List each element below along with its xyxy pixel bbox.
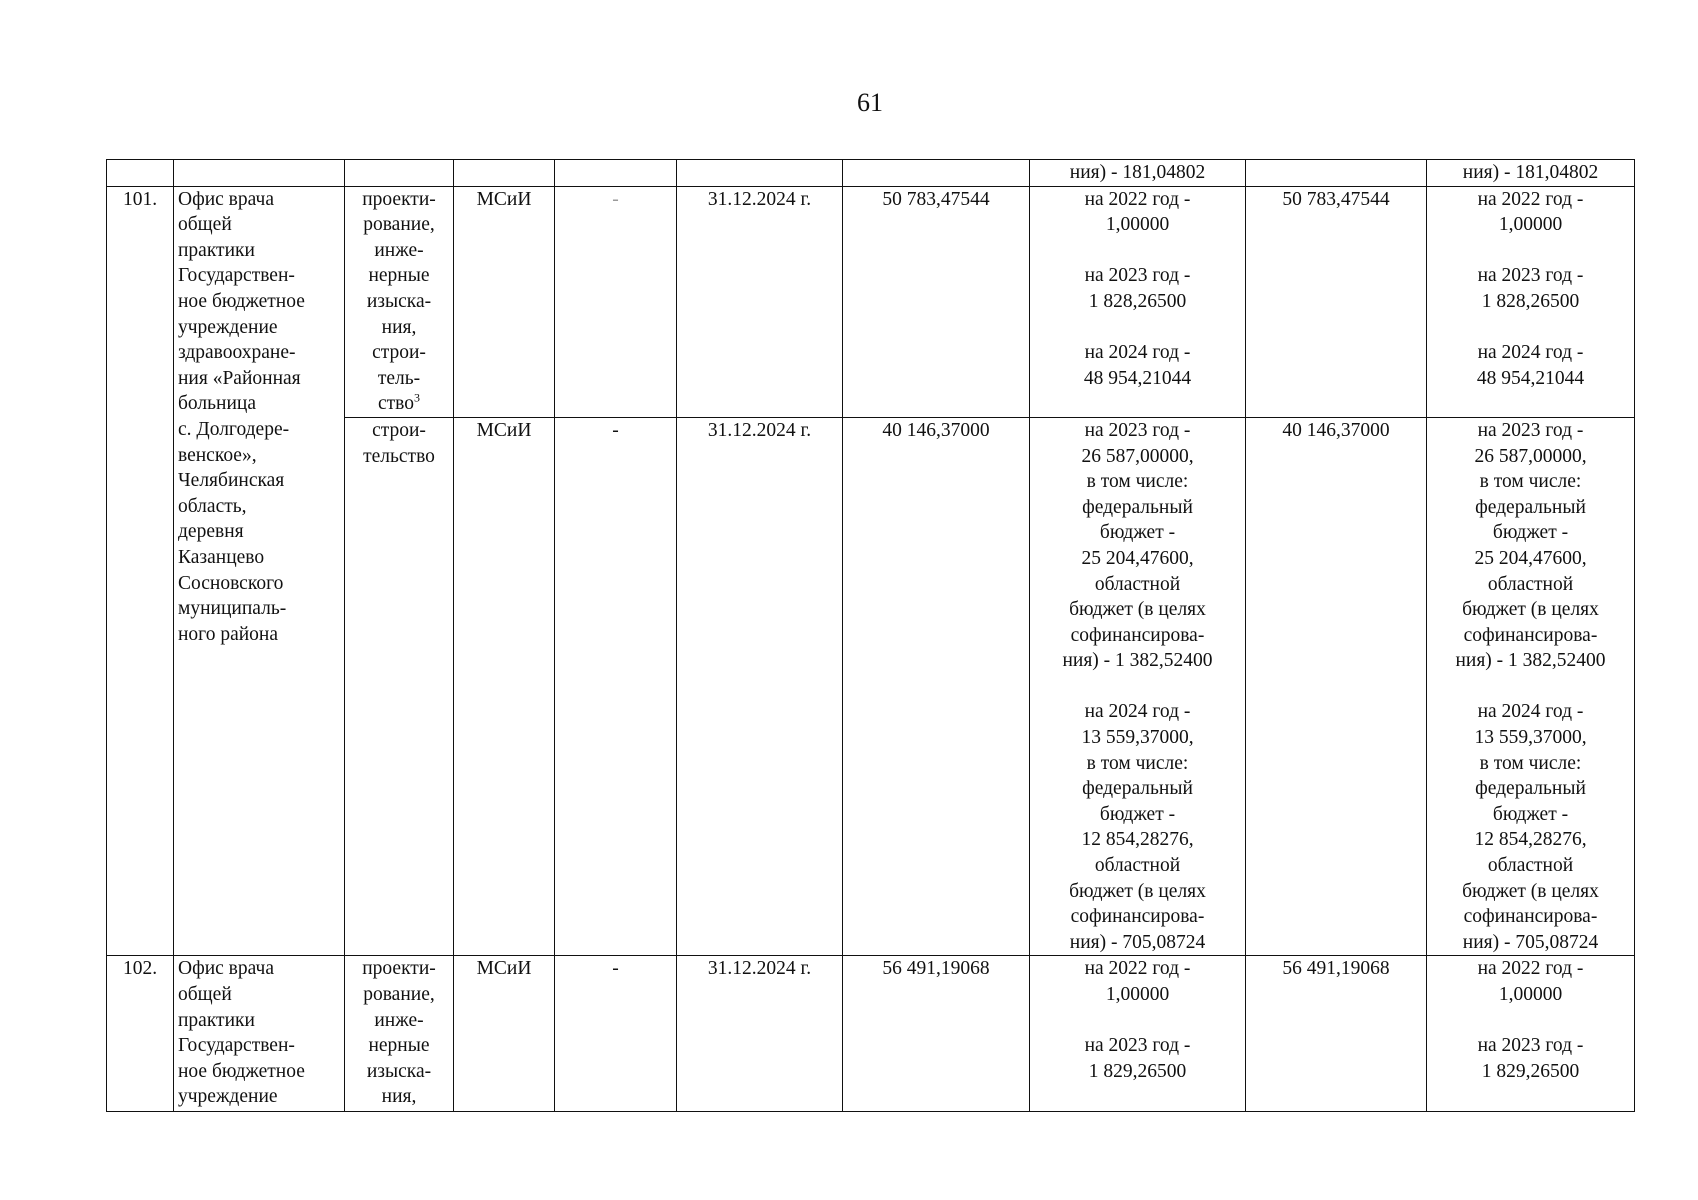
table-cell [1246, 160, 1427, 187]
table-cell [454, 160, 555, 187]
table-cell [555, 160, 677, 187]
total-cost: 50 783,47544 [843, 186, 1030, 417]
work-type: строи- тельство [345, 417, 454, 955]
deadline-date: 31.12.2024 г. [677, 956, 843, 1112]
deadline-date: 31.12.2024 г. [677, 186, 843, 417]
dash-cell: - [555, 956, 677, 1112]
funding-schedule: на 2022 год - 1,00000 на 2023 год - 1 829,26500 [1030, 956, 1246, 1112]
objects-table [106, 159, 1635, 1112]
table-cell [843, 160, 1030, 187]
work-type: проекти- рование, инже- нерные изыска- ния, строи- тель- ство$^3$ [345, 186, 454, 417]
table-cell [174, 160, 345, 187]
table-cell [345, 160, 454, 187]
table-row-continuation [107, 160, 1635, 187]
funding-schedule: на 2023 год - 26 587,00000, в том числе: федеральный бюджет - 25 204,47600, областной бюджет (в целях софинансирова- ния) - 1 382,52400 на 2024 год - 13 559,37000, в том числе: федеральный бюджет - 12 854,28276, областной бюджет (в целях софинансирова- ния) - 705,08724 [1030, 417, 1246, 955]
customer: МСиИ [454, 956, 555, 1112]
total-cost-2: 40 146,37000 [1246, 417, 1427, 955]
customer: МСиИ [454, 417, 555, 955]
table-row-102 [107, 956, 1635, 1112]
funding-schedule-2: на 2022 год - 1,00000 на 2023 год - 1 829,26500 [1427, 956, 1635, 1112]
work-type: проекти- рование, инже- нерные изыска- ния, [345, 956, 454, 1112]
table-cell [677, 160, 843, 187]
total-cost-2: 50 783,47544 [1246, 186, 1427, 417]
footnote-mark: 3 [414, 390, 420, 405]
funding-schedule-2: на 2022 год - 1,00000 на 2023 год - 1 828,26500 на 2024 год - 48 954,21044 [1427, 186, 1635, 417]
object-name: Офис врача общей практики Государствен- ное бюджетное учреждение здравоохране- ния «Районная больница с. Долгодере- венское», Челябинская область, деревня Казанцево Сосновского муниципаль- ного района [174, 186, 345, 956]
total-cost: 56 491,19068 [843, 956, 1030, 1112]
dash-cell: - [555, 417, 677, 955]
dash-cell: - [555, 186, 677, 417]
total-cost-2: 56 491,19068 [1246, 956, 1427, 1112]
row-number: 101. [107, 186, 174, 956]
customer: МСиИ [454, 186, 555, 417]
funding-cell-2: ния) - 181,04802 [1427, 160, 1635, 187]
total-cost: 40 146,37000 [843, 417, 1030, 955]
object-name: Офис врача общей практики Государствен- ное бюджетное учреждение [174, 956, 345, 1112]
funding-schedule-2: на 2023 год - 26 587,00000, в том числе: федеральный бюджет - 25 204,47600, областной бюджет (в целях софинансирова- ния) - 1 382,52400 на 2024 год - 13 559,37000, в том числе: федеральный бюджет - 12 854,28276, областной бюджет (в целях софинансирова- ния) - 705,08724 [1427, 417, 1635, 955]
row-number: 102. [107, 956, 174, 1112]
table-cell [107, 160, 174, 187]
table-row-101-a [107, 186, 1635, 417]
page-number: 61 [857, 88, 883, 117]
deadline-date: 31.12.2024 г. [677, 417, 843, 955]
funding-cell: ния) - 181,04802 [1030, 160, 1246, 187]
funding-schedule: на 2022 год - 1,00000 на 2023 год - 1 828,26500 на 2024 год - 48 954,21044 [1030, 186, 1246, 417]
